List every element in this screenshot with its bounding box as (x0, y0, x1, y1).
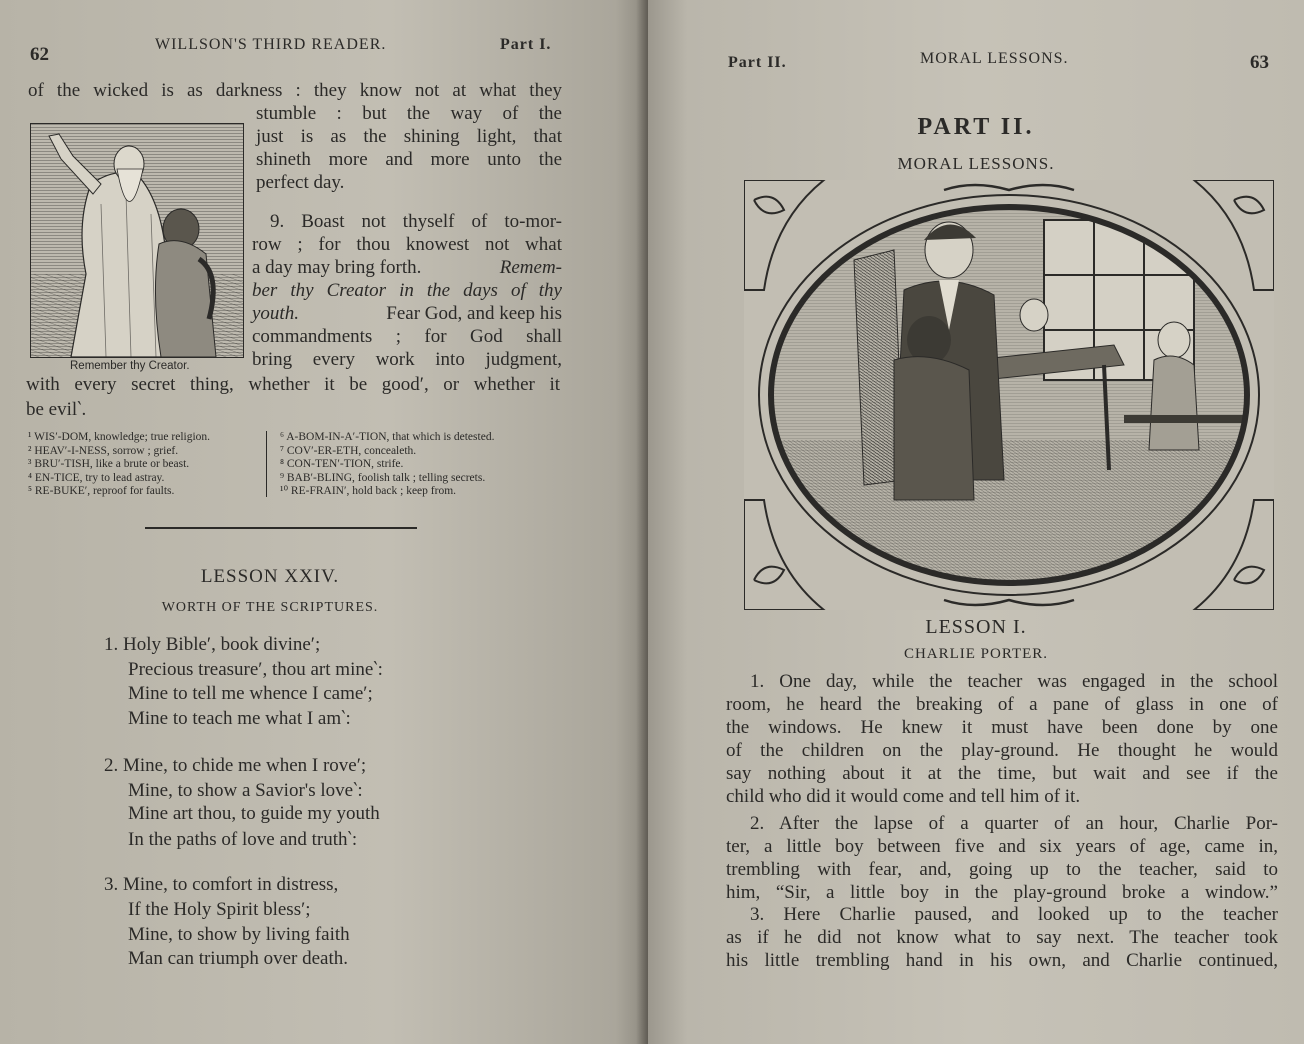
lesson-heading-right: LESSON I. (925, 616, 1027, 638)
body-line-2: room, he heard the breaking of a pane of glass in one of (726, 694, 1278, 715)
stanza-1-line-1: 1. Holy Bible′, book divine′; (104, 634, 321, 655)
glossary-right-column (280, 431, 494, 499)
engraving-illustration (31, 124, 243, 357)
glossary-entry: ⁵ RE-BUKE′, reproof for faults. (28, 485, 175, 498)
glossary-entry: ⁴ EN-TICE, try to lead astray. (28, 471, 165, 484)
engraving-classroom-scene (744, 180, 1274, 610)
section-rule (145, 527, 417, 529)
glossary-entry: ¹⁰ RE-FRAIN′, hold back ; keep from. (280, 485, 457, 498)
body-line-3: the windows. He knew it must have been done by one (726, 717, 1278, 738)
body-line-7: 2. After the lapse of a quarter of an hour, Charlie Por- (750, 813, 1278, 834)
verse9-line-2: row ; for thou knowest not what (252, 234, 562, 255)
lesson-title-right: CHARLIE PORTER. (903, 646, 1049, 662)
page-number-left: 62 (30, 44, 49, 65)
lesson-heading-left: LESSON XXIV. (200, 566, 340, 587)
section-heading: MORAL LESSONS. (897, 154, 1055, 173)
body-line-13: his little trembling hand in his own, and Charlie continued, (726, 950, 1278, 971)
glossary-entry: ³ BRU′-TISH, like a brute or beast. (28, 458, 190, 471)
wrap-line-1: stumble : but the way of the (256, 103, 562, 124)
stanza-1-line-2: Precious treasure′, thou art mine‵: (128, 659, 383, 680)
verse9-line-7: bring every work into judgment, (252, 349, 562, 370)
verse9-remember: Remem- (499, 257, 562, 278)
glossary-entry: ² HEAV′-I-NESS, sorrow ; grief. (28, 444, 179, 457)
verse9-line-3 (252, 257, 562, 279)
stanza-1-line-3: Mine to tell me whence I came′; (128, 683, 373, 704)
running-title-right: MORAL LESSONS. (920, 50, 1069, 67)
engraving-old-man-and-child (30, 123, 244, 358)
stanza-3-line-4: Man can triumph over death. (128, 948, 349, 969)
first-line: of the wicked is as darkness : they know not at what they (28, 80, 562, 101)
part-heading: PART II. (917, 114, 1035, 140)
page-number-right: 63 (1250, 52, 1269, 73)
left-page (0, 0, 648, 1044)
wrap-line-3: shineth more and more unto the (256, 149, 562, 170)
glossary-entry: ¹ WIS′-DOM, knowledge; true religion. (28, 431, 211, 443)
glossary-entry: ⁷ COV′-ER-ETH, concealeth. (280, 444, 417, 457)
body-line-8: ter, a little boy between five and six years of age, came in, (726, 836, 1278, 857)
verse9-line-6: commandments ; for God shall (252, 326, 562, 347)
stanza-3-line-2: If the Holy Spirit bless′; (128, 899, 311, 920)
body-line-1: 1. One day, while the teacher was engaged in the school (750, 671, 1278, 692)
glossary-entry: ⁹ BAB′-BLING, foolish talk ; telling secrets. (280, 471, 486, 484)
glossary-entry: ⁶ A-BOM-IN-A′-TION, that which is detested. (280, 431, 495, 443)
verse9-line-5 (252, 303, 562, 325)
stanza-2-line-2: Mine, to show a Savior's love‵: (128, 780, 363, 801)
stanza-2-line-1: 2. Mine, to chide me when I rove′; (104, 755, 367, 776)
verse9-line-4: ber thy Creator in the days of thy (252, 280, 562, 301)
body-line-4: of the children on the play-ground. He thought he would (726, 740, 1278, 761)
lesson-title-left: WORTH OF THE SCRIPTURES. (161, 600, 379, 615)
stanza-1-line-4: Mine to teach me what I am‵: (128, 708, 351, 729)
glossary-divider (266, 431, 267, 497)
body-line-9: trembling with fear, and, going up to the teacher, said to (726, 859, 1278, 880)
glossary-left-column (28, 431, 210, 499)
verse9-youth: youth. (252, 303, 299, 324)
glossary-entry: ⁸ CON-TEN′-TION, strife. (280, 458, 404, 471)
stanza-2-line-3: Mine art thou, to guide my youth (128, 803, 380, 824)
part-label-left: Part I. (500, 36, 552, 53)
wrap-line-2: just is as the shining light, that (256, 126, 562, 147)
right-page (648, 0, 1304, 1044)
verse9-line-3-text: a day may bring forth. (252, 257, 422, 278)
verse9-fear-god: Fear God, and keep his (386, 303, 562, 324)
stanza-3-line-3: Mine, to show by living faith (128, 924, 350, 945)
classroom-illustration (744, 180, 1274, 610)
stanza-3-line-1: 3. Mine, to comfort in distress, (104, 874, 339, 895)
stanza-2-line-4: In the paths of love and truth‵: (128, 829, 358, 850)
wrap-line-4: perfect day. (256, 172, 345, 193)
body-line-6: child who did it would come and tell him of it. (726, 786, 1081, 807)
body-line-12: as if he did not know what to say next. The teacher took (726, 927, 1278, 948)
verse9-line-1: 9. Boast not thyself of to-mor- (270, 211, 562, 232)
body-line-10: him, “Sir, a little boy in the play-ground broke a window.” (726, 882, 1278, 903)
running-title-left: WILLSON'S THIRD READER. (155, 36, 387, 53)
tail-line-1: with every secret thing, whether it be good′, or whether it (26, 374, 560, 395)
image-caption: Remember thy Creator. (70, 360, 190, 372)
body-line-11: 3. Here Charlie paused, and looked up to the teacher (750, 904, 1278, 925)
part-label-right: Part II. (728, 54, 787, 71)
tail-line-2: be evil‵. (26, 399, 87, 420)
body-line-5: say nothing about it at the time, but wait and see if the (726, 763, 1278, 784)
